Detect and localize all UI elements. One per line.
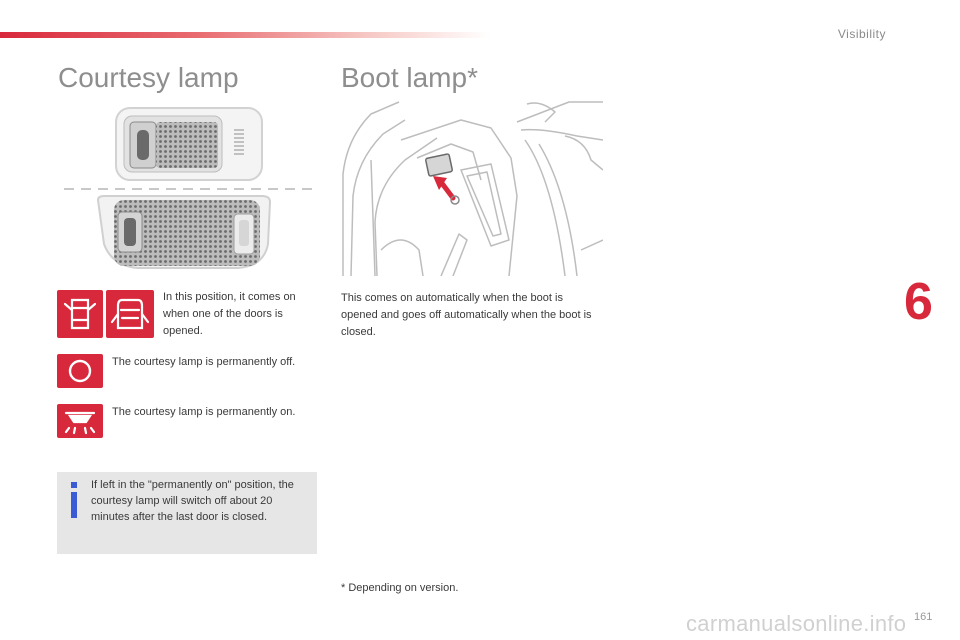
lamp-off-icon bbox=[57, 354, 103, 388]
car-door-icon bbox=[106, 290, 154, 338]
info-text: If left in the "permanently on" position, the courtesy lamp will switch off about 20 minutes after the last door is closed. bbox=[91, 479, 294, 523]
courtesy-lamp-illustration bbox=[58, 104, 320, 277]
doors-position-text: In this position, it comes on when one of the doors is opened. bbox=[163, 291, 296, 337]
off-position-text: The courtesy lamp is permanently off. bbox=[112, 356, 296, 368]
footnote: * Depending on version. bbox=[341, 582, 459, 594]
boot-lamp-illustration bbox=[341, 100, 603, 281]
door-open-icon bbox=[57, 290, 103, 338]
chapter-number: 6 bbox=[904, 273, 933, 331]
lamp-on-icon bbox=[57, 404, 103, 438]
info-icon bbox=[67, 480, 81, 525]
on-position-text: The courtesy lamp is permanently on. bbox=[112, 406, 296, 418]
section-title: Visibility bbox=[837, 27, 886, 41]
courtesy-lamp-title: Courtesy lamp bbox=[58, 62, 239, 93]
arrow-icon bbox=[433, 176, 453, 198]
boot-lamp-title: Boot lamp* bbox=[341, 62, 478, 93]
header-accent-bar bbox=[0, 32, 490, 38]
watermark: carmanualsonline.info bbox=[686, 611, 907, 636]
page-number: 161 bbox=[914, 611, 933, 623]
info-box bbox=[57, 472, 317, 554]
boot-lamp-text: This comes on automatically when the boot is opened and goes off automatically when the boot is closed. bbox=[341, 292, 592, 338]
